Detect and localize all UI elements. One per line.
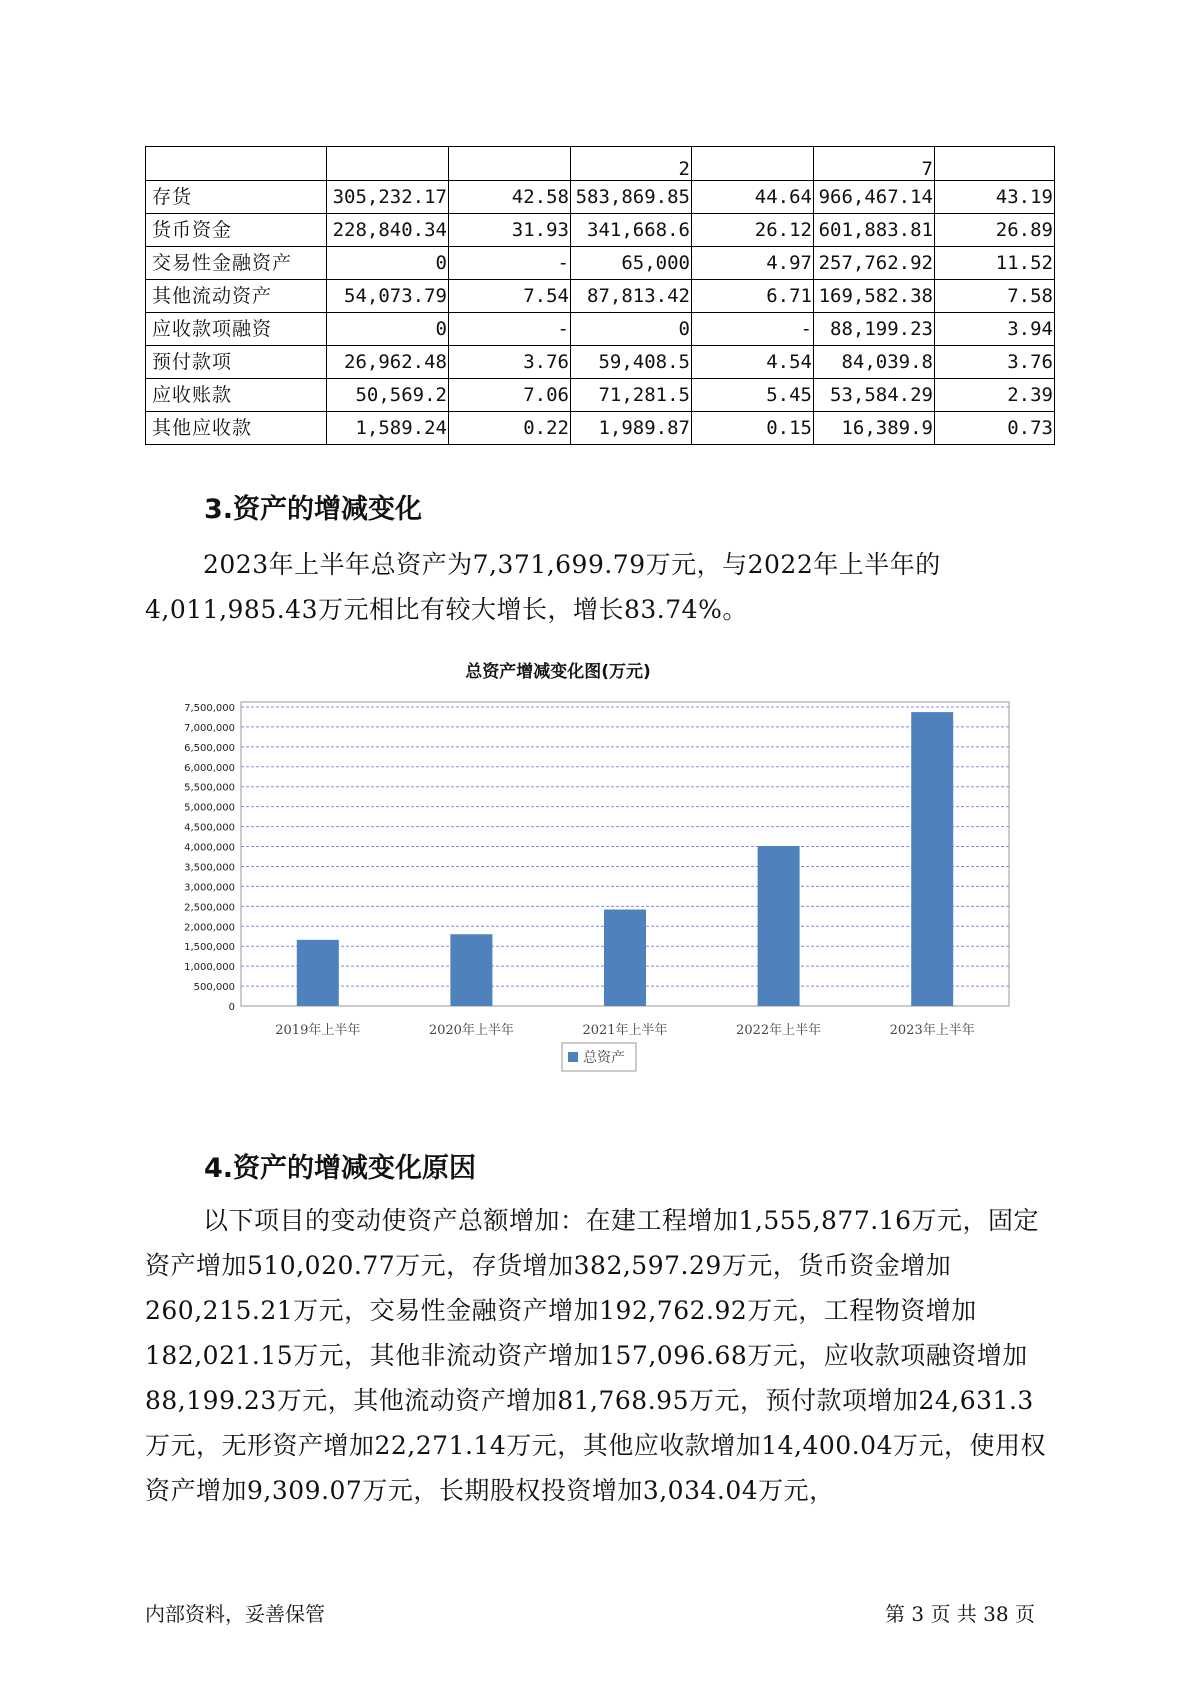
asset-structure-table bbox=[145, 146, 1055, 445]
value-cell: 7.58 bbox=[935, 280, 1055, 313]
value-cell: 1,989.87 bbox=[571, 412, 692, 445]
x-tick-label: 2021年上半年 bbox=[582, 1023, 668, 1038]
value-cell: 3.76 bbox=[449, 346, 571, 379]
row-label-cell: 交易性金融资产 bbox=[146, 247, 327, 280]
value-cell: 257,762.92 bbox=[814, 247, 935, 280]
row-label-cell: 应收账款 bbox=[146, 379, 327, 412]
row-label-cell: 货币资金 bbox=[146, 214, 327, 247]
x-tick-label: 2023年上半年 bbox=[889, 1023, 975, 1038]
table-row bbox=[146, 181, 1055, 214]
footer-page-number: 第 3 页 共 38 页 bbox=[885, 1602, 1035, 1626]
y-tick-label: 4,000,000 bbox=[184, 842, 235, 854]
value-cell: 169,582.38 bbox=[814, 280, 935, 313]
value-cell: 26.12 bbox=[692, 214, 814, 247]
y-tick-label: 6,500,000 bbox=[184, 742, 235, 754]
y-tick-label: 7,000,000 bbox=[184, 722, 235, 734]
value-cell: 7.54 bbox=[449, 280, 571, 313]
table-row bbox=[146, 214, 1055, 247]
value-cell: 71,281.5 bbox=[571, 379, 692, 412]
y-tick-label: 4,500,000 bbox=[184, 822, 235, 834]
row-label-cell: 应收款项融资 bbox=[146, 313, 327, 346]
y-tick-label: 7,500,000 bbox=[184, 703, 235, 714]
value-cell: 2.39 bbox=[935, 379, 1055, 412]
value-cell: 3.76 bbox=[935, 346, 1055, 379]
footer-confidential: 内部资料，妥善保管 bbox=[145, 1602, 325, 1626]
y-tick-label: 5,000,000 bbox=[184, 802, 235, 814]
y-tick-label: 1,500,000 bbox=[184, 942, 235, 954]
value-cell: 26,962.48 bbox=[327, 346, 449, 379]
value-cell: 305,232.17 bbox=[327, 181, 449, 214]
value-cell bbox=[692, 147, 814, 181]
value-cell: 0 bbox=[571, 313, 692, 346]
x-tick-label: 2019年上半年 bbox=[275, 1023, 361, 1038]
value-cell: 53,584.29 bbox=[814, 379, 935, 412]
value-cell: 4.97 bbox=[692, 247, 814, 280]
value-cell: 16,389.9 bbox=[814, 412, 935, 445]
value-cell: - bbox=[692, 313, 814, 346]
section3-paragraph: 2023年上半年总资产为7,371,699.79万元，与2022年上半年的4,011,985.43万元相比有较大增长，增长83.74%。 bbox=[145, 550, 941, 624]
value-cell: 26.89 bbox=[935, 214, 1055, 247]
value-cell: 601,883.81 bbox=[814, 214, 935, 247]
y-tick-label: 1,000,000 bbox=[184, 962, 235, 974]
y-tick-label: 2,000,000 bbox=[184, 922, 235, 934]
value-cell: 59,408.5 bbox=[571, 346, 692, 379]
value-cell: 43.19 bbox=[935, 181, 1055, 214]
bar-2022年上半年 bbox=[758, 846, 800, 1006]
value-cell: 87,813.42 bbox=[571, 280, 692, 313]
bar-2020年上半年 bbox=[450, 934, 492, 1006]
value-cell: 4.54 bbox=[692, 346, 814, 379]
bar-2019年上半年 bbox=[297, 940, 339, 1006]
value-cell: 6.71 bbox=[692, 280, 814, 313]
value-cell: 0.15 bbox=[692, 412, 814, 445]
value-cell: - bbox=[449, 247, 571, 280]
y-tick-label: 5,500,000 bbox=[184, 782, 235, 794]
value-cell: 88,199.23 bbox=[814, 313, 935, 346]
value-cell: 0.22 bbox=[449, 412, 571, 445]
value-cell: 50,569.2 bbox=[327, 379, 449, 412]
value-cell: 84,039.8 bbox=[814, 346, 935, 379]
legend-swatch bbox=[568, 1052, 578, 1062]
chart-title: 总资产增减变化图(万元) bbox=[465, 662, 651, 682]
value-cell: 1,589.24 bbox=[327, 412, 449, 445]
y-tick-label: 2,500,000 bbox=[184, 902, 235, 914]
y-tick-label: 3,500,000 bbox=[184, 862, 235, 874]
y-tick-label: 3,000,000 bbox=[184, 882, 235, 894]
bar-2021年上半年 bbox=[604, 910, 646, 1006]
y-tick-label: 6,000,000 bbox=[184, 762, 235, 774]
value-cell: 2 bbox=[571, 147, 692, 181]
value-cell: 0 bbox=[327, 313, 449, 346]
table-row bbox=[146, 280, 1055, 313]
x-tick-label: 2020年上半年 bbox=[428, 1023, 514, 1038]
bar-2023年上半年 bbox=[911, 712, 953, 1006]
table-row bbox=[146, 247, 1055, 280]
section4-paragraph: 以下项目的变动使资产总额增加：在建工程增加1,555,877.16万元，固定资产增加510,020.77万元，存货增加382,597.29万元，货币资金增加260,215.21万元，交易性金融资产增加192,762.92万元，工程物资增加182,021.15万元，其他非流动资产增加157,096.68万元，应收款项融资增加88,199.23万元，其他流动资产增加81,768.95万元，预付款项增加24,631.3万元，无形资产增加22,271.14万元，其他应收款增加14,400.04万元，使用权资产增加9,309.07万元，长期股权投资增加3,034.04万元， bbox=[145, 1206, 1046, 1505]
row-label-cell bbox=[146, 147, 327, 181]
value-cell: 31.93 bbox=[449, 214, 571, 247]
table-row bbox=[146, 379, 1055, 412]
value-cell: 44.64 bbox=[692, 181, 814, 214]
table-row bbox=[146, 313, 1055, 346]
value-cell: - bbox=[449, 313, 571, 346]
value-cell: 65,000 bbox=[571, 247, 692, 280]
total-assets-chart bbox=[150, 655, 1060, 1115]
row-label-cell: 存货 bbox=[146, 181, 327, 214]
row-label-cell: 其他流动资产 bbox=[146, 280, 327, 313]
value-cell: 0.73 bbox=[935, 412, 1055, 445]
value-cell bbox=[449, 147, 571, 181]
value-cell bbox=[935, 147, 1055, 181]
table-row bbox=[146, 412, 1055, 445]
table-row bbox=[146, 346, 1055, 379]
table-row bbox=[146, 147, 1055, 181]
value-cell: 0 bbox=[327, 247, 449, 280]
legend-label: 总资产 bbox=[583, 1050, 625, 1066]
value-cell: 7.06 bbox=[449, 379, 571, 412]
row-label-cell: 预付款项 bbox=[146, 346, 327, 379]
x-tick-label: 2022年上半年 bbox=[736, 1023, 822, 1038]
value-cell: 54,073.79 bbox=[327, 280, 449, 313]
chart-svg bbox=[150, 655, 1060, 1115]
section3-heading: 3.资产的增减变化 bbox=[204, 494, 423, 525]
y-tick-label: 500,000 bbox=[193, 982, 235, 994]
value-cell: 42.58 bbox=[449, 181, 571, 214]
value-cell bbox=[327, 147, 449, 181]
value-cell: 11.52 bbox=[935, 247, 1055, 280]
value-cell: 228,840.34 bbox=[327, 214, 449, 247]
y-tick-label: 0 bbox=[228, 1002, 235, 1013]
value-cell: 7 bbox=[814, 147, 935, 181]
value-cell: 341,668.6 bbox=[571, 214, 692, 247]
value-cell: 966,467.14 bbox=[814, 181, 935, 214]
row-label-cell: 其他应收款 bbox=[146, 412, 327, 445]
value-cell: 583,869.85 bbox=[571, 181, 692, 214]
section4-heading: 4.资产的增减变化原因 bbox=[204, 1153, 477, 1184]
value-cell: 5.45 bbox=[692, 379, 814, 412]
value-cell: 3.94 bbox=[935, 313, 1055, 346]
